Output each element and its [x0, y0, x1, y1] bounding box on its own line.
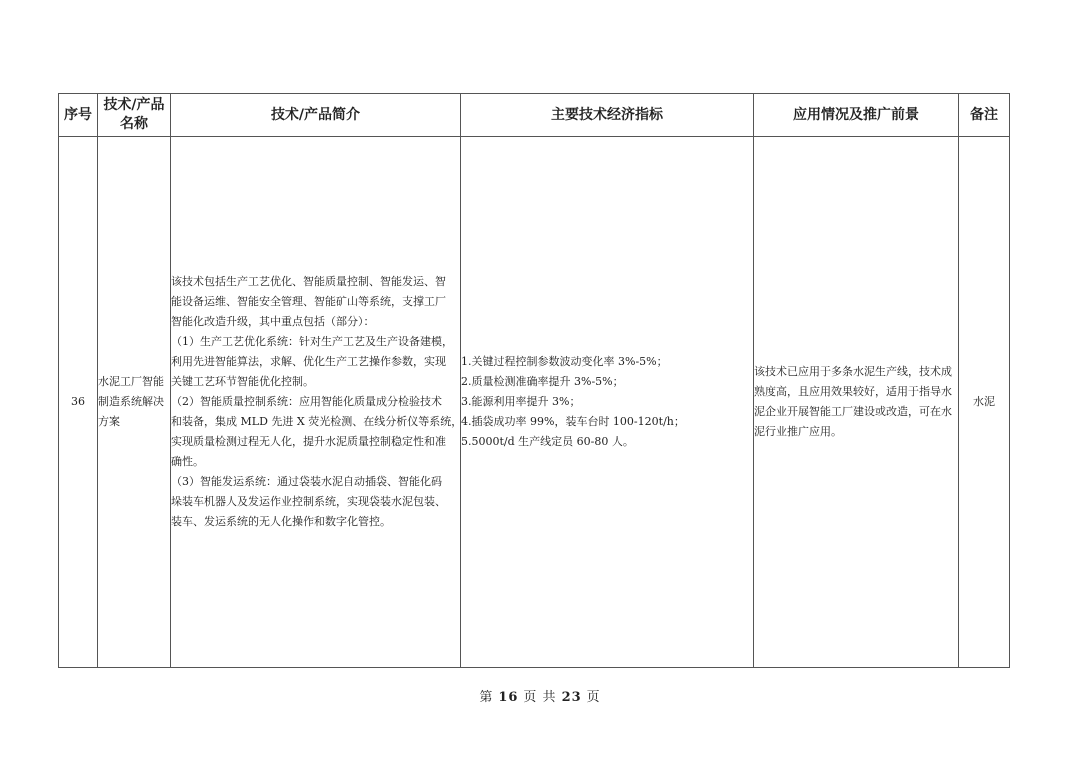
header-name-text: 技术/产品名称 [103, 97, 165, 132]
product-name: 水泥工厂智能制造系统解决方案 [98, 375, 164, 428]
intro-line: 垛装车机器人及发运作业控制系统，实现袋装水泥包装、 [171, 495, 446, 508]
cell-indicators [461, 137, 754, 668]
intro-line: 利用先进智能算法，求解、优化生产工艺操作参数，实现 [171, 355, 446, 368]
intro-line: 确性。 [171, 455, 204, 468]
application-text: 该技术已应用于多条水泥生产线，技术成熟度高，且应用效果较好，适用于指导水泥企业开展智能工厂建设或改造，可在水泥行业推广应用。 [754, 365, 952, 438]
header-intro: 技术/产品简介 [171, 94, 461, 137]
intro-line: （2）智能质量控制系统：应用智能化质量成分检验技术 [171, 395, 442, 408]
indicator-item: 1.关键过程控制参数波动变化率 3%-5%； [461, 355, 668, 368]
cell-seq: 36 [59, 137, 98, 668]
total-page-number: 23 [561, 690, 582, 705]
table-header-row [59, 94, 1010, 137]
cell-note: 水泥 [959, 137, 1010, 668]
table-row [59, 137, 1010, 668]
header-indicators: 主要技术经济指标 [461, 94, 754, 137]
intro-line: 实现质量检测过程无人化，提升水泥质量控制稳定性和准 [171, 435, 446, 448]
header-seq: 序号 [59, 94, 98, 137]
header-note: 备注 [959, 94, 1010, 137]
cell-name [98, 137, 171, 668]
intro-line: 智能化改造升级，其中重点包括（部分）： [171, 315, 375, 328]
current-page-number: 16 [498, 690, 519, 705]
header-application: 应用情况及推广前景 [754, 94, 959, 137]
indicator-item: 2.质量检测准确率提升 3%-5%； [461, 375, 624, 388]
indicator-item: 3.能源利用率提升 3%； [461, 395, 581, 408]
intro-line: 装车、发运系统的无人化操作和数字化管控。 [171, 515, 391, 528]
footer-prefix: 第 [479, 690, 494, 705]
cell-application [754, 137, 959, 668]
indicator-item: 4.插袋成功率 99%，装车台时 100-120t/h； [461, 415, 685, 428]
indicator-item: 5.5000t/d 生产线定员 60-80 人。 [461, 435, 634, 448]
intro-line: （1）生产工艺优化系统：针对生产工艺及生产设备建模， [171, 335, 453, 348]
header-name [98, 94, 171, 137]
intro-line: 能设备运维、智能安全管理、智能矿山等系统，支撑工厂 [171, 295, 446, 308]
intro-line: 和装备，集成 MLD 先进 X 荧光检测、在线分析仪等系统， [171, 415, 463, 428]
intro-line: （3）智能发运系统：通过袋装水泥自动插袋、智能化码 [171, 475, 442, 488]
intro-line: 该技术包括生产工艺优化、智能质量控制、智能发运、智 [171, 275, 446, 288]
cell-intro [171, 137, 461, 668]
footer-middle: 页 共 [523, 690, 557, 705]
product-table [58, 93, 1010, 668]
intro-line: 关键工艺环节智能优化控制。 [171, 375, 314, 388]
footer-suffix: 页 [586, 690, 601, 705]
page-footer [0, 686, 1080, 705]
